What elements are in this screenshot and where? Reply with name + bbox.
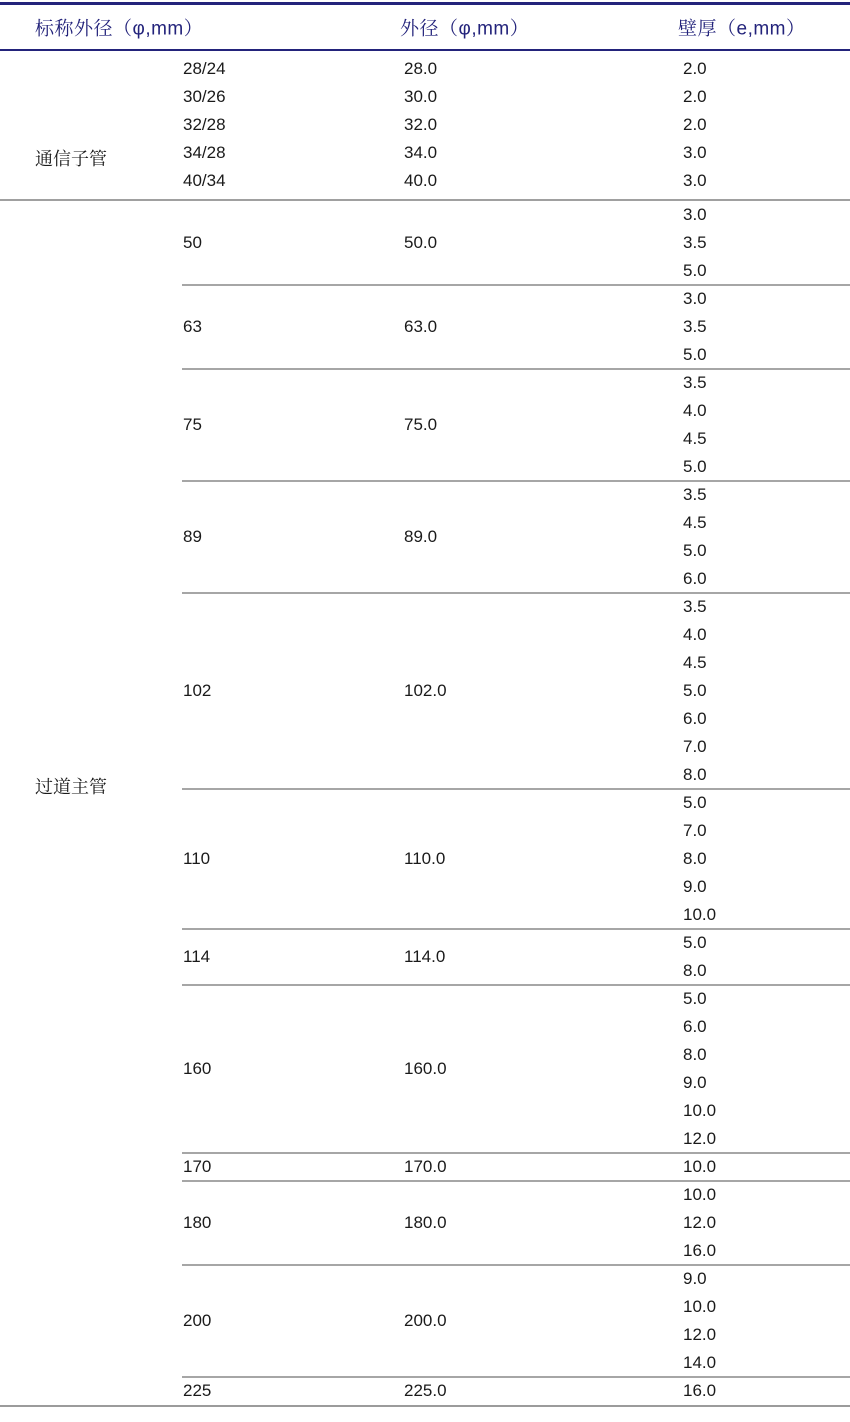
table-row <box>0 139 850 167</box>
thickness-value: 12.0 <box>683 1325 717 1344</box>
od-cell: 75.0 <box>404 415 438 434</box>
od-cell: 50.0 <box>404 233 438 252</box>
pipe-group <box>0 1181 850 1265</box>
pipe-group <box>0 369 850 481</box>
thickness-value: 10.0 <box>683 1157 717 1176</box>
od-cell: 225.0 <box>404 1381 447 1400</box>
thickness-value: 3.0 <box>683 205 707 224</box>
pipe-group <box>0 481 850 593</box>
category-label-subduct: 通信子管 <box>35 149 107 169</box>
thickness-value: 10.0 <box>683 1297 717 1316</box>
section-subduct <box>0 51 850 201</box>
nominal-od-cell: 114 <box>183 947 211 966</box>
thickness-list <box>683 1153 850 1181</box>
thickness-value: 5.0 <box>683 681 707 700</box>
thickness-value: 8.0 <box>683 961 707 980</box>
nominal-od-cell: 160 <box>183 1059 212 1078</box>
pipe-group <box>0 1377 850 1405</box>
thickness-value: 9.0 <box>683 1073 707 1092</box>
thickness-value: 9.0 <box>683 1269 707 1288</box>
od-cell: 40.0 <box>404 171 438 190</box>
nominal-od-cell: 63 <box>183 317 202 336</box>
od-cell: 102.0 <box>404 681 447 700</box>
od-cell: 30.0 <box>404 87 438 106</box>
thickness-value: 4.0 <box>683 625 707 644</box>
thickness-value: 8.0 <box>683 849 707 868</box>
thickness-value: 5.0 <box>683 793 707 812</box>
table-row <box>0 167 850 195</box>
nominal-od-cell: 75 <box>183 415 202 434</box>
thickness-cell: 3.0 <box>683 171 707 190</box>
od-cell: 110.0 <box>404 849 446 868</box>
thickness-value: 12.0 <box>683 1213 717 1232</box>
col-header-od: 外径（φ,mm） <box>400 18 530 40</box>
od-cell: 34.0 <box>404 143 438 162</box>
thickness-value: 4.5 <box>683 429 707 448</box>
od-cell: 63.0 <box>404 317 438 336</box>
thickness-list <box>683 789 850 929</box>
nominal-od-cell: 50 <box>183 233 202 252</box>
thickness-value: 7.0 <box>683 737 707 756</box>
thickness-value: 10.0 <box>683 1185 717 1204</box>
thickness-value: 3.5 <box>683 373 707 392</box>
od-cell: 32.0 <box>404 115 438 134</box>
nominal-od-cell: 34/28 <box>183 143 226 162</box>
thickness-value: 10.0 <box>683 1101 717 1120</box>
nominal-od-cell: 30/26 <box>183 87 226 106</box>
pipe-group <box>0 789 850 929</box>
thickness-list <box>683 929 850 985</box>
thickness-value: 5.0 <box>683 261 707 280</box>
thickness-value: 3.0 <box>683 289 707 308</box>
thickness-list <box>683 369 850 481</box>
thickness-value: 7.0 <box>683 821 707 840</box>
thickness-value: 10.0 <box>683 905 717 924</box>
thickness-list <box>683 1265 850 1377</box>
thickness-value: 5.0 <box>683 933 707 952</box>
subduct-rows <box>0 55 850 195</box>
thickness-value: 4.5 <box>683 513 707 532</box>
nominal-od-cell: 225 <box>183 1381 212 1400</box>
table-row <box>0 83 850 111</box>
pipe-group <box>0 201 850 285</box>
thickness-list <box>683 1181 850 1265</box>
nominal-od-cell: 110 <box>183 849 211 868</box>
thickness-value: 6.0 <box>683 1017 707 1036</box>
category-label-main-duct: 过道主管 <box>35 777 107 797</box>
pipe-group <box>0 985 850 1153</box>
thickness-cell: 2.0 <box>683 87 707 106</box>
thickness-value: 6.0 <box>683 569 707 588</box>
pipe-group <box>0 1265 850 1377</box>
thickness-value: 4.5 <box>683 653 707 672</box>
pipe-group <box>0 929 850 985</box>
pipe-group <box>0 285 850 369</box>
thickness-value: 4.0 <box>683 401 707 420</box>
thickness-value: 8.0 <box>683 765 707 784</box>
thickness-list <box>683 1377 850 1405</box>
thickness-value: 5.0 <box>683 345 707 364</box>
thickness-value: 9.0 <box>683 877 707 896</box>
thickness-value: 5.0 <box>683 989 707 1008</box>
thickness-value: 12.0 <box>683 1129 717 1148</box>
thickness-list <box>683 201 850 285</box>
nominal-od-cell: 180 <box>183 1213 212 1232</box>
thickness-cell: 2.0 <box>683 59 707 78</box>
table-header-row <box>0 2 850 51</box>
nominal-od-cell: 89 <box>183 527 202 546</box>
thickness-value: 16.0 <box>683 1381 717 1400</box>
table-row <box>0 111 850 139</box>
thickness-list <box>683 985 850 1153</box>
od-cell: 28.0 <box>404 59 438 78</box>
nominal-od-cell: 200 <box>183 1311 212 1330</box>
thickness-list <box>683 593 850 789</box>
thickness-value: 14.0 <box>683 1353 717 1372</box>
main-duct-groups <box>0 201 850 1405</box>
thickness-cell: 2.0 <box>683 115 707 134</box>
nominal-od-cell: 170 <box>183 1157 212 1176</box>
pipe-group <box>0 1153 850 1181</box>
od-cell: 89.0 <box>404 527 438 546</box>
od-cell: 170.0 <box>404 1157 447 1176</box>
od-cell: 160.0 <box>404 1059 447 1078</box>
nominal-od-cell: 28/24 <box>183 59 226 78</box>
od-cell: 114.0 <box>404 947 446 966</box>
od-cell: 200.0 <box>404 1311 447 1330</box>
thickness-value: 3.5 <box>683 485 707 504</box>
pipe-group <box>0 593 850 789</box>
nominal-od-cell: 40/34 <box>183 171 226 190</box>
od-cell: 180.0 <box>404 1213 447 1232</box>
thickness-list <box>683 481 850 593</box>
thickness-value: 6.0 <box>683 709 707 728</box>
thickness-value: 16.0 <box>683 1241 717 1260</box>
thickness-value: 3.5 <box>683 233 707 252</box>
col-header-nominal-od: 标称外径（φ,mm） <box>35 18 204 40</box>
thickness-value: 3.5 <box>683 597 707 616</box>
thickness-value: 3.5 <box>683 317 707 336</box>
thickness-value: 5.0 <box>683 541 707 560</box>
table-row <box>0 55 850 83</box>
section-main-duct <box>0 201 850 1407</box>
thickness-list <box>683 285 850 369</box>
col-header-wall-thickness: 壁厚（e,mm） <box>678 18 806 40</box>
thickness-cell: 3.0 <box>683 143 707 162</box>
thickness-value: 8.0 <box>683 1045 707 1064</box>
nominal-od-cell: 32/28 <box>183 115 226 134</box>
thickness-value: 5.0 <box>683 457 707 476</box>
nominal-od-cell: 102 <box>183 681 212 700</box>
